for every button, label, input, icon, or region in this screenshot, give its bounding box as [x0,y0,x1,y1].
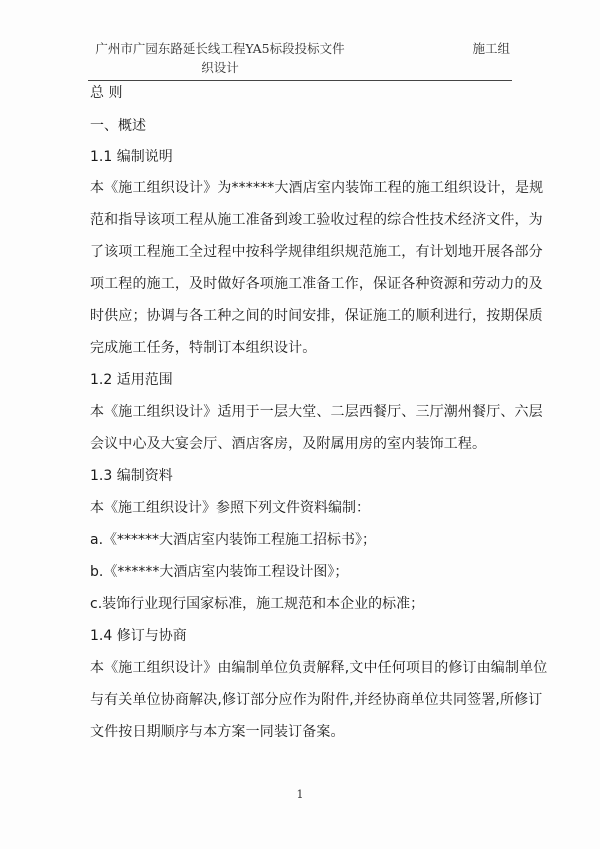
paragraph-line: 文件按日期顺序与本方案一同装订备案。 [90,724,345,740]
page-number: 1 [296,788,304,801]
section1-heading: 一、概述 [90,118,146,134]
paragraph-line: 范和指导该项工程从施工准备到竣工验收过程的综合性技术经济文件，为 [90,212,543,228]
subsection-1-3-intro: 本《施工组织设计》参照下列文件资料编制： [90,500,370,516]
header-right-label: 施工组 [472,41,510,56]
header-title [90,39,350,77]
list-item: b.《******大酒店室内装饰工程设计图》； [90,564,349,580]
paragraph-line: 本《施工组织设计》为******大酒店室内装饰工程的施工组织设计，是规 [90,180,544,196]
paragraph-line: 了该项工程施工全过程中按科学规律组织规范施工，有计划地开展各部分 [90,244,543,260]
subsection-1-4-heading: 1.4 修订与协商 [90,628,187,644]
paragraph-line: 完成施工任务，特制订本组织设计。 [90,340,317,356]
list-item: c.装饰行业现行国家标准，施工规范和本企业的标准； [90,596,425,612]
paragraph-line: 本《施工组织设计》适用于一层大堂、二层西餐厅、三厅潮州餐厅、六层 [90,404,543,420]
paragraph-line: 与有关单位协商解决,修订部分应作为附件,并经协商单位共同签署,所修订 [90,692,543,708]
header-title-line1: 广州市广园东路延长线工程YA5标段投标文件 [95,41,345,56]
paragraph-line: 会议中心及大宴会厅、酒店客房，及附属用房的室内装饰工程。 [90,436,487,452]
list-item: a.《******大酒店室内装饰工程施工招标书》； [90,532,377,548]
page-header [90,39,510,79]
general-heading: 总 则 [90,85,123,101]
header-divider [88,80,512,81]
subsection-1-3-heading: 1.3 编制资料 [90,468,173,484]
paragraph-line: 本《施工组织设计》由编制单位负责解释,文中任何项目的修订由编制单位 [90,660,548,676]
subsection-1-1-heading: 1.1 编制说明 [90,149,173,165]
paragraph-line: 项工程的施工，及时做好各项施工准备工作，保证各种资源和劳动力的及 [90,276,543,292]
paragraph-line: 时供应；协调与各工种之间的时间安排，保证施工的顺利进行，按期保质 [90,308,543,324]
header-title-line2: 织设计 [201,60,239,75]
subsection-1-2-heading: 1.2 适用范围 [90,372,173,388]
